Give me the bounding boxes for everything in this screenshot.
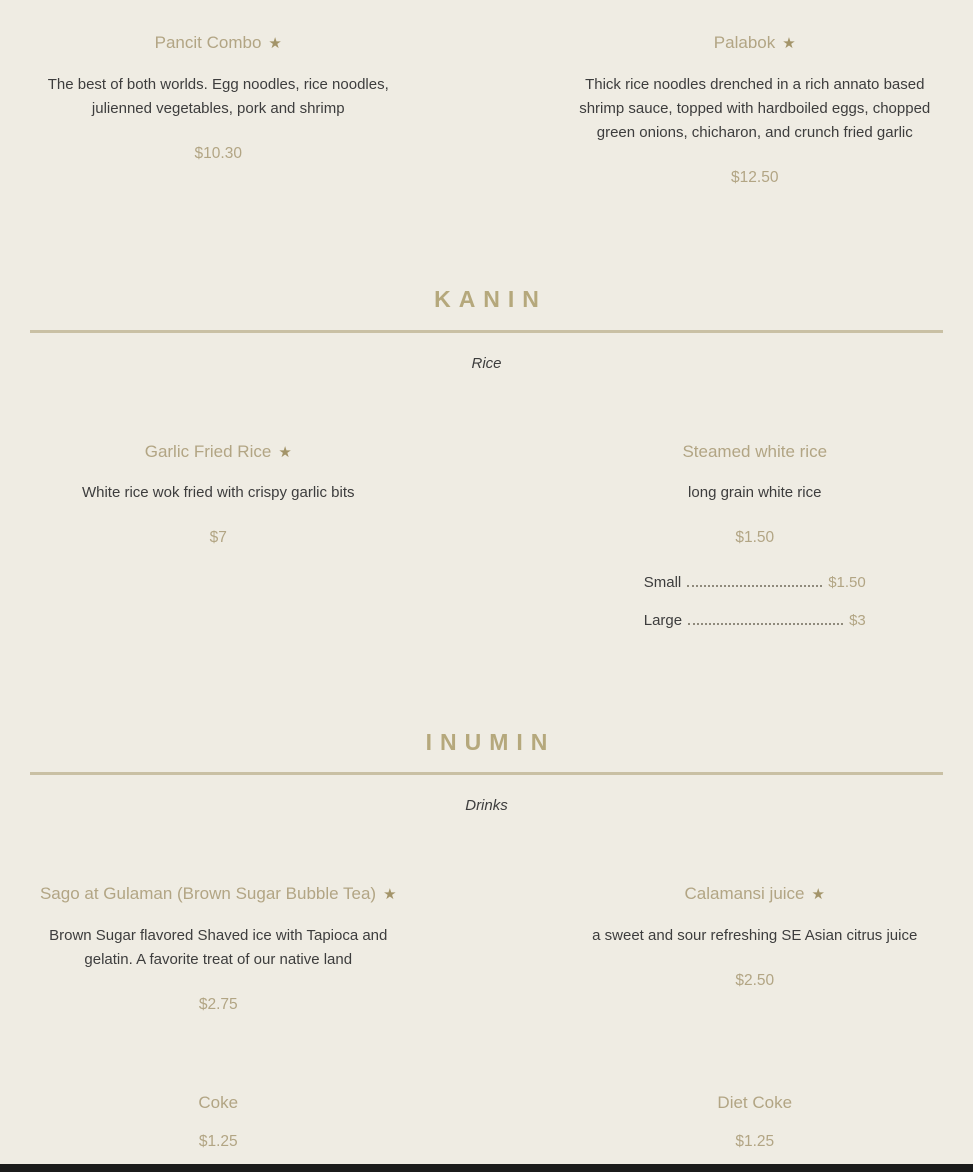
menu-page: [30, 0, 943, 1152]
menu-item-pancit-combo: [30, 34, 407, 187]
item-name: [567, 443, 944, 462]
item-name: [30, 885, 407, 904]
item-description: long grain white rice: [688, 484, 822, 502]
item-name-text: Sago at Gulaman (Brown Sugar Bubble Tea): [39, 884, 377, 904]
menu-item-coke: [30, 1094, 407, 1151]
option-label: Small: [643, 573, 682, 591]
section-divider: [30, 772, 943, 775]
item-name-text: Calamansi juice: [684, 884, 805, 904]
item-price: $1.50: [735, 529, 775, 547]
section-subtitle: Drinks: [465, 797, 508, 815]
items-row: [30, 1094, 943, 1151]
item-description: Thick rice noodles drenched in a rich annato based shrimp sauce, topped with hardboiled eggs, chopped green onions, chicharon, and crunch fried garlic: [579, 75, 931, 141]
item-options: [567, 574, 944, 630]
section-title: KANIN: [434, 286, 547, 313]
item-name-text: Steamed white rice: [682, 441, 828, 461]
item-name: [567, 1094, 944, 1113]
item-price: $10.30: [194, 144, 242, 162]
menu-item-calamansi-juice: [567, 885, 944, 1014]
item-name: [30, 443, 407, 462]
item-name: [567, 885, 944, 904]
menu-item-sago-at-gulaman: [30, 885, 407, 1014]
star-icon: ★: [268, 35, 282, 52]
item-price: $12.50: [731, 168, 779, 186]
item-price: $2.75: [198, 995, 238, 1013]
leader-dots: [687, 585, 822, 587]
item-price: $1.25: [198, 1133, 238, 1151]
option-label: Large: [643, 611, 683, 629]
item-name-text: Garlic Fried Rice: [144, 441, 272, 461]
item-name: [30, 1094, 407, 1113]
star-icon: ★: [811, 886, 825, 904]
option-price: $1.50: [828, 573, 866, 591]
item-name: [30, 34, 407, 53]
item-description: Brown Sugar flavored Shaved ice with Tapioca and gelatin. A favorite treat of our native land: [49, 926, 388, 968]
items-row: [30, 885, 943, 1014]
item-price: $2.50: [735, 971, 775, 989]
option-row-large: [644, 612, 866, 630]
items-row: [30, 0, 943, 187]
item-name-text: Pancit Combo: [154, 33, 262, 52]
footer-bar: [0, 1164, 973, 1172]
menu-item-diet-coke: [567, 1094, 944, 1151]
option-price: $3: [849, 611, 866, 629]
item-name-text: Palabok: [713, 33, 776, 52]
star-icon: ★: [383, 886, 397, 904]
option-row-small: [644, 574, 866, 592]
menu-item-palabok: [567, 34, 944, 187]
menu-item-steamed-white-rice: [567, 443, 944, 630]
item-name-text: Diet Coke: [717, 1093, 793, 1113]
section-kanin: [30, 287, 943, 630]
leader-dots: [688, 623, 843, 625]
star-icon: ★: [782, 35, 796, 52]
menu-item-garlic-fried-rice: [30, 443, 407, 630]
section-title: INUMIN: [425, 728, 556, 755]
item-price: $7: [209, 529, 227, 547]
item-name: [567, 34, 944, 53]
item-name-text: Coke: [198, 1093, 239, 1113]
section-divider: [30, 330, 943, 333]
star-icon: ★: [278, 443, 292, 461]
section-inumin: [30, 730, 943, 1152]
item-description: a sweet and sour refreshing SE Asian citrus juice: [592, 926, 918, 944]
item-description: White rice wok fried with crispy garlic bits: [81, 484, 355, 502]
item-description: The best of both worlds. Egg noodles, rice noodles, julienned vegetables, pork and shrimp: [47, 75, 389, 117]
item-price: $1.25: [735, 1133, 775, 1151]
section-subtitle: Rice: [471, 354, 502, 372]
items-row: [30, 443, 943, 630]
